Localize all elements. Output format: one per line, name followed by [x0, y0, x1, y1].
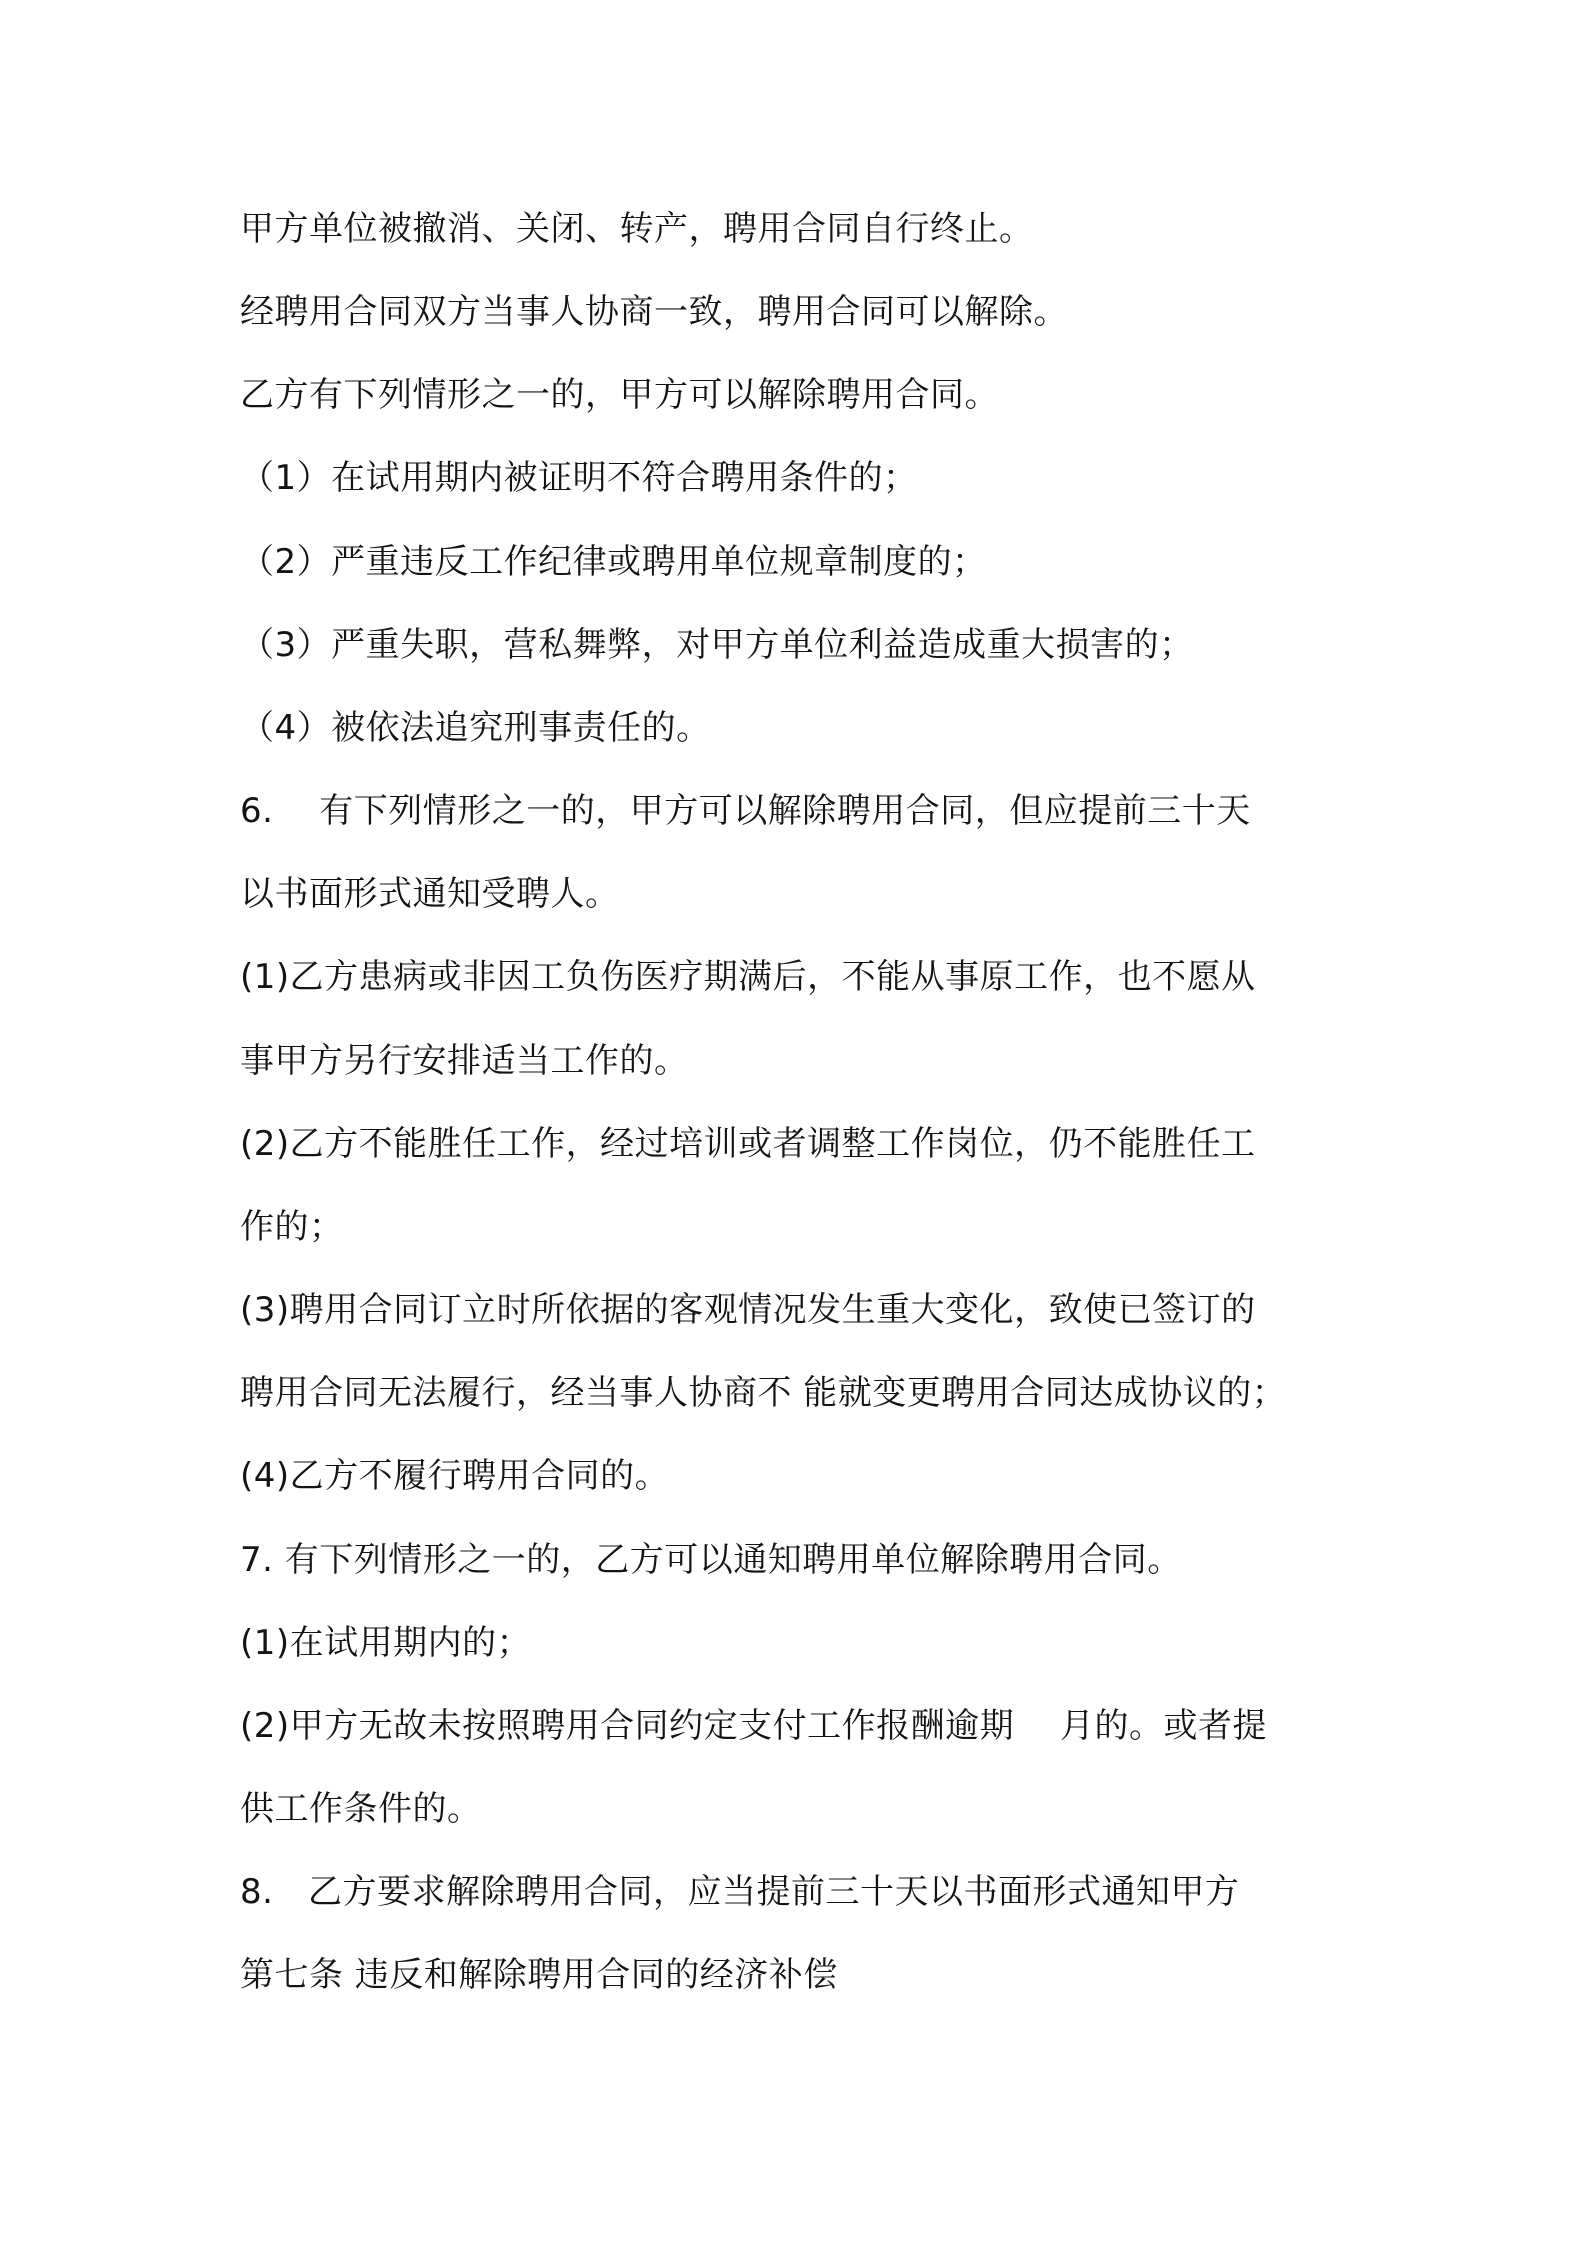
text-line: 作的； — [240, 1207, 344, 1247]
text-line: 以书面形式通知受聘人。 — [240, 874, 620, 914]
list-item: (1)在试用期内的； — [240, 1623, 532, 1663]
numbered-clause: 8. 乙方要求解除聘用合同，应当提前三十天以书面形式通知甲方 — [240, 1872, 1240, 1912]
text-line: 甲方单位被撤消、关闭、转产，聘用合同自行终止。 — [240, 209, 1034, 249]
list-item: (2)乙方不能胜任工作，经过培训或者调整工作岗位，仍不能胜任工 — [240, 1124, 1256, 1164]
numbered-clause: 7. 有下列情形之一的，乙方可以通知聘用单位解除聘用合同。 — [240, 1540, 1182, 1580]
list-item: （4）被依法追究刑事责任的。 — [240, 708, 711, 748]
numbered-clause: 6. 有下列情形之一的，甲方可以解除聘用合同，但应提前三十天 — [240, 791, 1251, 831]
list-item: （1）在试用期内被证明不符合聘用条件的； — [240, 458, 918, 498]
list-item: （2）严重违反工作纪律或聘用单位规章制度的； — [240, 542, 987, 582]
list-item: (2)甲方无故未按照聘用合同约定支付工作报酬逾期 月的。或者提 — [240, 1706, 1267, 1746]
text-line: 供工作条件的。 — [240, 1789, 482, 1829]
list-item: （3）严重失职，营私舞弊，对甲方单位利益造成重大损害的； — [240, 625, 1194, 665]
list-item: (3)聘用合同订立时所依据的客观情况发生重大变化，致使已签订的 — [240, 1290, 1256, 1330]
text-line: 聘用合同无法履行，经当事人协商不 能就变更聘用合同达成协议的； — [240, 1373, 1287, 1413]
section-heading: 第七条 违反和解除聘用合同的经济补偿 — [240, 1955, 838, 1995]
list-item: (1)乙方患病或非因工负伤医疗期满后，不能从事原工作，也不愿从 — [240, 957, 1256, 997]
text-line: 事甲方另行安排适当工作的。 — [240, 1041, 689, 1081]
text-line: 经聘用合同双方当事人协商一致，聘用合同可以解除。 — [240, 292, 1068, 332]
list-item: (4)乙方不履行聘用合同的。 — [240, 1456, 670, 1496]
text-line: 乙方有下列情形之一的，甲方可以解除聘用合同。 — [240, 375, 999, 415]
